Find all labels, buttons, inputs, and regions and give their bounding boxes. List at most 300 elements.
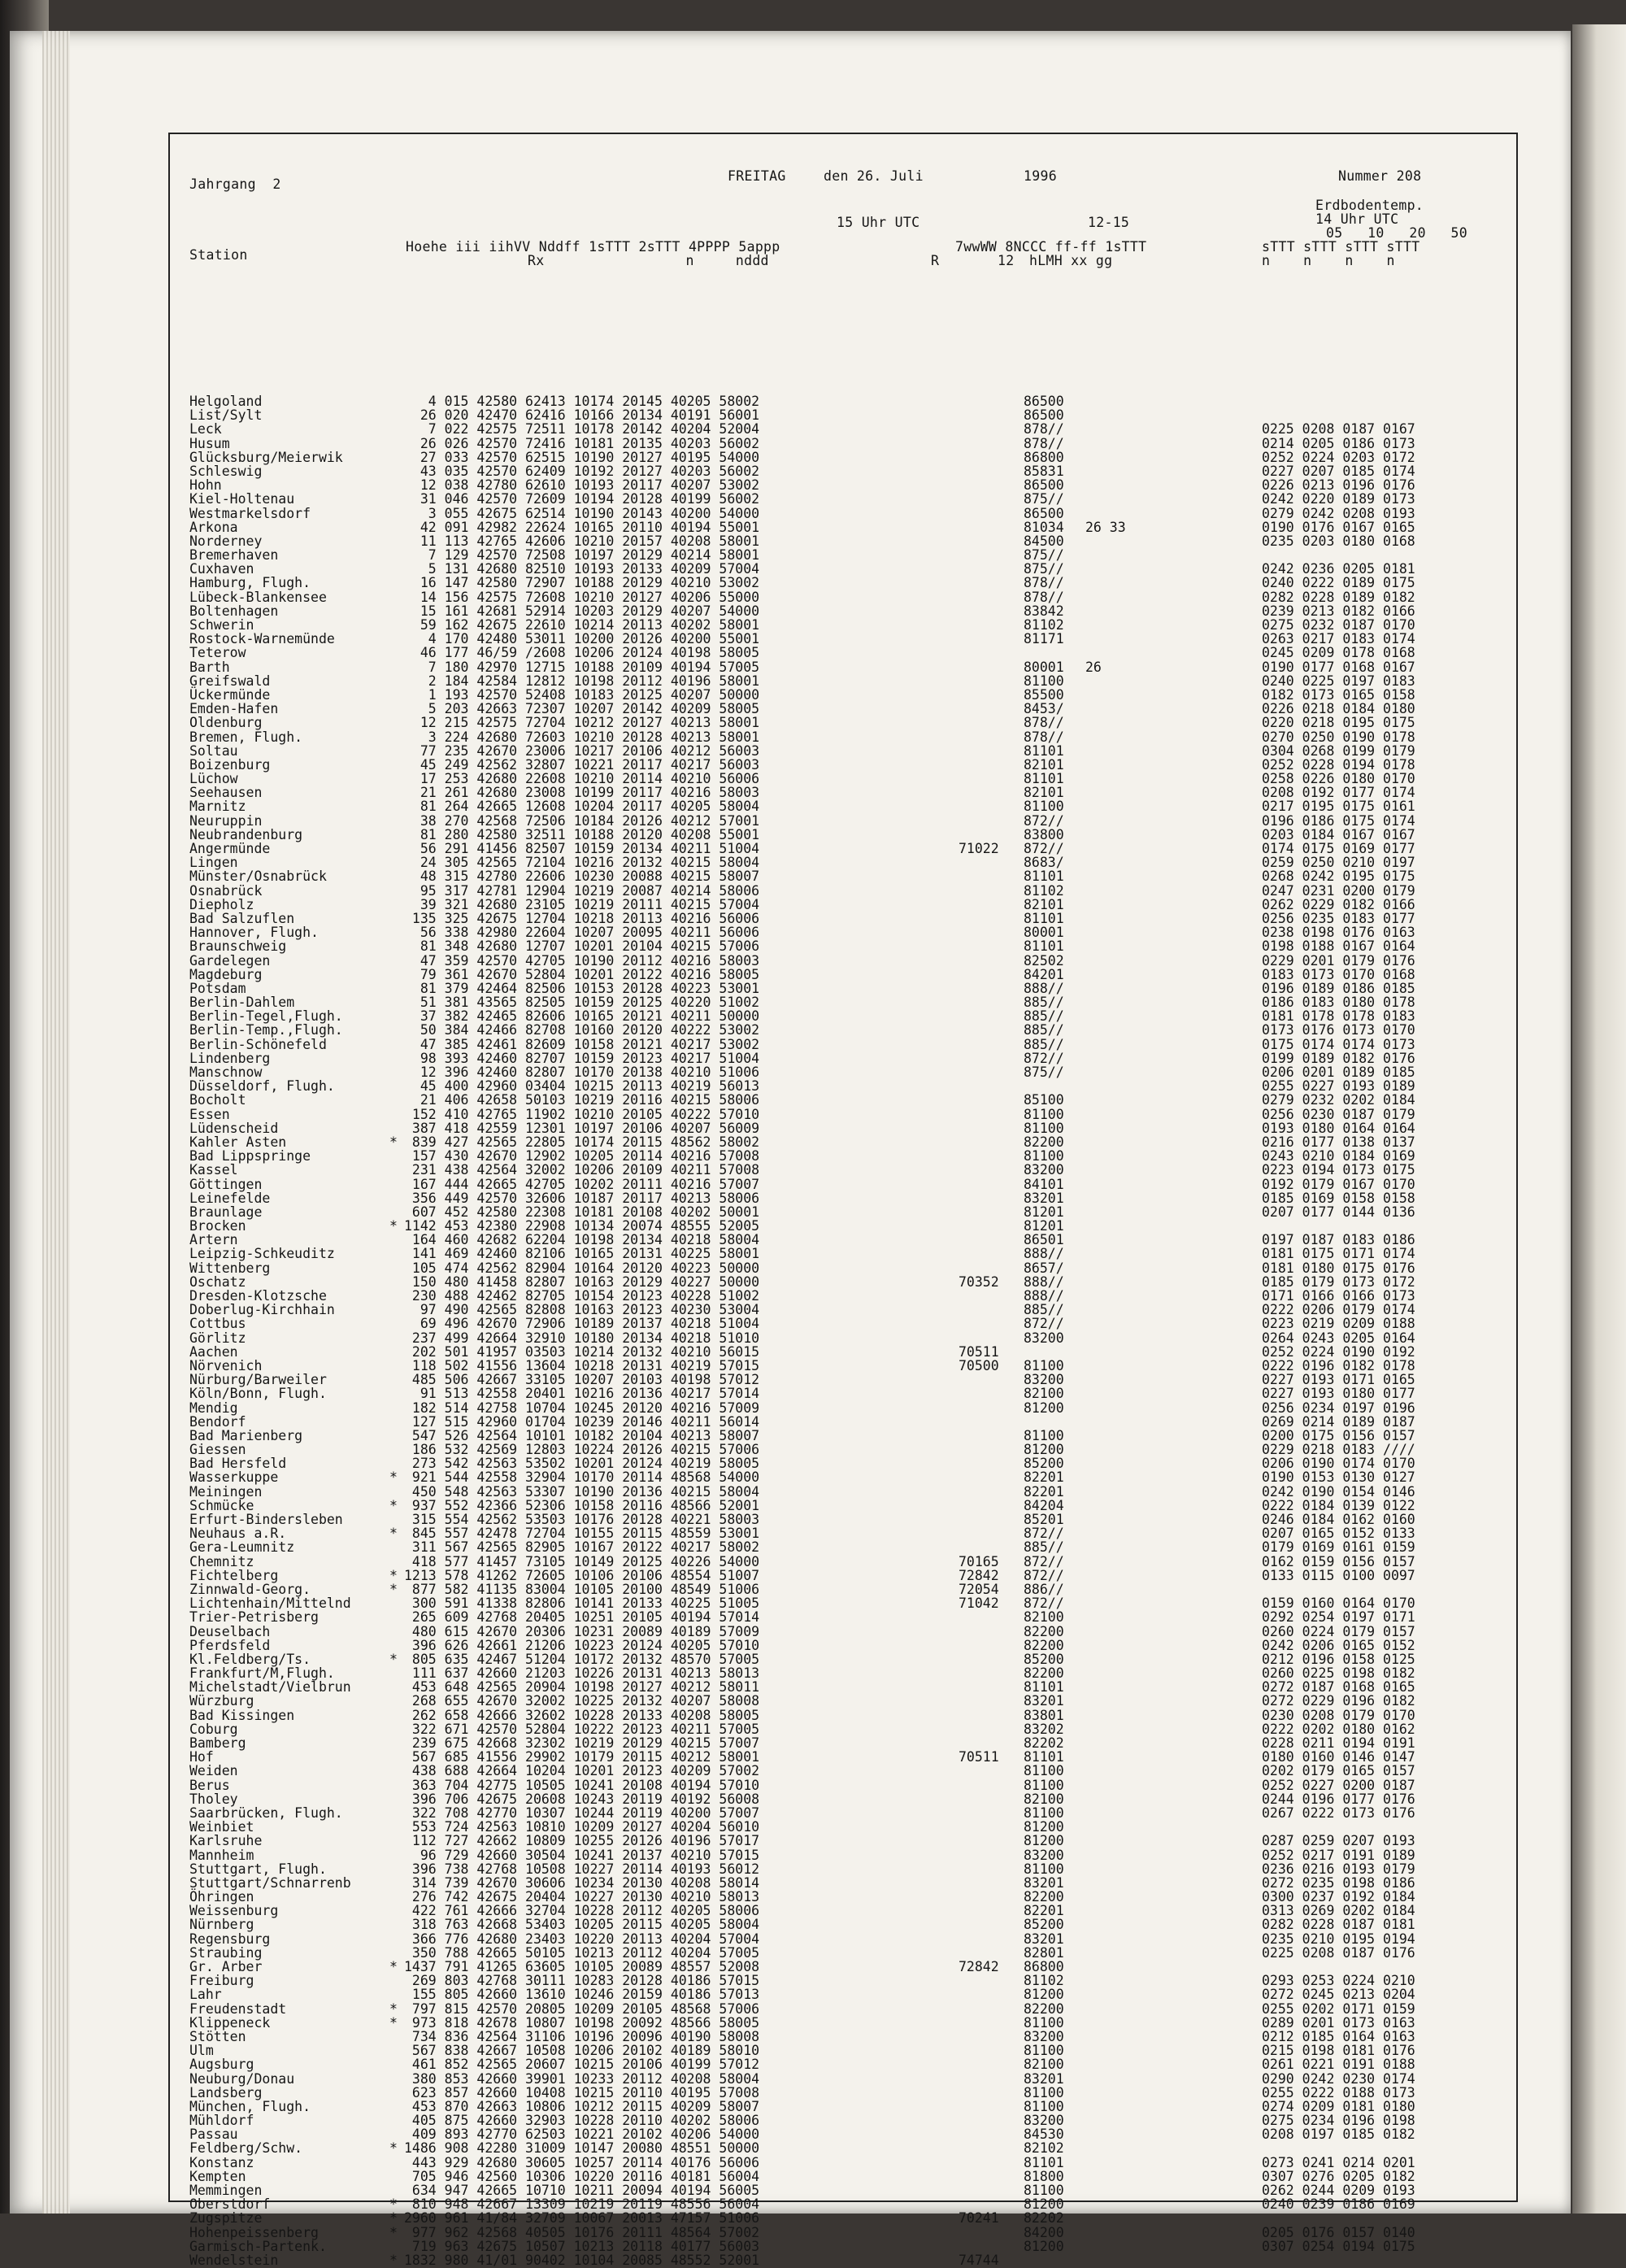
mountain-mark: * [389,1218,398,1234]
synop-codes: 1 193 42570 52408 10183 20125 40207 50000 [404,686,760,703]
synop-codes: 396 706 42675 20608 10243 20119 40192 56008 [404,1791,760,1807]
station-name: Hannover, Flugh. [189,925,319,941]
cloud-code: 81100 [1024,1106,1064,1122]
station-name: Klippeneck [189,2014,271,2031]
synop-codes: 461 852 42565 20607 10215 20106 40199 57012 [404,2057,760,2073]
soil-temps: 0202 0179 0165 0157 [1262,1763,1415,1779]
weather-code: 70352 [959,1273,999,1290]
soil-temps: 0239 0213 0182 0166 [1262,603,1415,619]
cloud-code: 885// [1024,1302,1064,1318]
station-name: Lingen [189,855,238,871]
station-name: Marnitz [189,799,246,815]
synop-codes: 422 761 42666 32704 10228 20112 40205 58006 [404,1903,760,1919]
cloud-code: 82101 [1024,896,1064,912]
facing-page-edge [1572,24,1626,2214]
soil-temps: 0199 0189 0182 0176 [1262,1050,1415,1066]
cloud-code: 81100 [1024,2183,1064,2198]
soil-temps: 0261 0221 0191 0188 [1262,2057,1415,2073]
mountain-mark: * [389,2014,398,2031]
station-name: Öhringen [189,1889,254,1905]
station-name: Leipzig-Schkeuditz [189,1246,335,1262]
soil-temps: 0207 0165 0152 0133 [1262,1526,1415,1542]
soil-temps: 0222 0202 0180 0162 [1262,1721,1415,1737]
soil-temps: 0258 0226 0180 0170 [1262,771,1415,787]
synop-codes: 237 499 42664 32910 10180 20134 40218 51010 [404,1330,760,1346]
synop-codes: 2960 961 41/84 32709 10067 20013 47157 51006 [404,2210,760,2227]
station-name: Regensburg [189,1931,271,1947]
cloud-code: 82202 [1024,2210,1064,2227]
synop-codes: 418 577 41457 73105 10149 20125 40226 54000 [404,1553,760,1569]
synop-codes: 96 729 42660 30504 10241 20137 40210 57015 [404,1847,760,1863]
soil-temps: 0252 0224 0203 0172 [1262,449,1415,465]
synop-codes: 81 379 42464 82506 10153 20128 40223 53001 [404,980,760,996]
synop-codes: 396 626 42661 21206 10223 20124 40205 57010 [404,1637,760,1653]
soil-temps: 0196 0189 0186 0185 [1262,980,1415,996]
station-name: Kahler Asten [189,1134,287,1150]
station-name: Bad Kissingen [189,1707,295,1723]
synop-codes: 973 818 42678 10807 10198 20092 48566 58005 [404,2014,760,2031]
soil-temps: 0229 0218 0183 //// [1262,1442,1415,1458]
soil-temps: 0223 0194 0173 0175 [1262,1162,1415,1178]
station-name: Zugspitze [189,2210,263,2227]
cloud-code: 84204 [1024,1497,1064,1513]
soil-temps: 0229 0201 0179 0176 [1262,952,1415,969]
station-name: Stötten [189,2028,246,2044]
soil-temps: 0307 0276 0205 0182 [1262,2168,1415,2184]
cloud-code: 886// [1024,1581,1064,1597]
synop-codes: 152 410 42765 11902 10210 20105 40222 57010 [404,1106,760,1122]
soil-temps: 0190 0153 0130 0127 [1262,1469,1415,1486]
soil-temps: 0181 0180 0175 0176 [1262,1260,1415,1276]
synop-codes: 21 261 42680 23008 10199 20117 40216 58003 [404,785,760,801]
synop-codes: 567 838 42667 10508 10206 20102 40189 58010 [404,2043,760,2059]
soil-temps: 0272 0235 0198 0186 [1262,1874,1415,1891]
soil-temps: 0186 0183 0180 0178 [1262,995,1415,1011]
station-name: Lahr [189,1987,222,2003]
soil-temps: 0282 0228 0187 0181 [1262,1917,1415,1933]
cloud-code: 888// [1024,1288,1064,1304]
station-name: Straubing [189,1944,263,1961]
synop-codes: 118 502 41556 13604 10218 20131 40219 57015 [404,1357,760,1373]
soil-temps: 0175 0174 0174 0173 [1262,1036,1415,1052]
cloud-code: 81101 [1024,868,1064,885]
cloud-code: 81200 [1024,1442,1064,1458]
soil-temps: 0244 0196 0177 0176 [1262,1791,1415,1807]
soil-temps: 0200 0175 0156 0157 [1262,1427,1415,1443]
cloud-code: 875// [1024,1064,1064,1080]
synop-codes: 202 501 41957 03503 10214 20132 40210 56015 [404,1343,760,1360]
soil-temps: 0259 0250 0210 0197 [1262,855,1415,871]
erdboden-subtitle: 14 Uhr UTC [1315,211,1399,227]
station-name: Ulm [189,2043,214,2059]
synop-codes: 16 147 42580 72907 10188 20129 40210 53002 [404,575,760,591]
cloud-code: 83200 [1024,2028,1064,2044]
synop-codes: 409 893 42770 62503 10221 20102 40206 54000 [404,2127,760,2143]
station-name: Westmarkelsdorf [189,505,311,521]
station-header: Station [189,247,248,263]
soil-temps: 0247 0231 0200 0179 [1262,882,1415,899]
soil-temps: 0307 0254 0194 0175 [1262,2238,1415,2254]
cloud-code: 80001 [1024,659,1064,675]
synop-codes: 921 544 42558 32904 10170 20114 48568 54000 [404,1469,760,1486]
synop-codes: 239 675 42668 32302 10219 20129 40215 57007 [404,1735,760,1751]
station-name: Hof [189,1749,214,1765]
cloud-code: 81800 [1024,2168,1064,2184]
soil-temps: 0197 0187 0183 0186 [1262,1232,1415,1248]
station-name: Bocholt [189,1092,246,1108]
station-name: Lichtenhain/Mittelnd [189,1595,351,1612]
mountain-mark: * [389,2140,398,2157]
jahrgang-label: Jahrgang 2 [189,176,281,192]
station-name: Neuburg/Donau [189,2070,295,2087]
station-name: Saarbrücken, Flugh. [189,1804,343,1821]
station-name: Dresden-Klotzsche [189,1288,327,1304]
soil-temps: 0256 0234 0197 0196 [1262,1400,1415,1416]
cloud-code: 85201 [1024,1512,1064,1527]
soil-temps: 0272 0229 0196 0182 [1262,1693,1415,1709]
soil-temps: 0180 0160 0146 0147 [1262,1749,1415,1765]
soil-temps: 0208 0197 0185 0182 [1262,2127,1415,2143]
synop-codes: 38 270 42568 72506 10184 20126 40212 57001 [404,812,760,829]
cloud-code: 83842 [1024,603,1064,619]
station-name: Michelstadt/Vielbrun [189,1679,351,1696]
cloud-code: 888// [1024,980,1064,996]
station-name: Schleswig [189,463,263,479]
cloud-code: 85200 [1024,1917,1064,1933]
cloud-code: 82101 [1024,785,1064,801]
synop-codes: 322 671 42570 52804 10222 20123 40211 57005 [404,1721,760,1737]
cloud-code: 81100 [1024,799,1064,815]
soil-temps: 0255 0202 0171 0159 [1262,2000,1415,2017]
station-name: Landsberg [189,2084,263,2100]
synop-codes: 31 046 42570 72609 10194 20128 40199 56002 [404,491,760,507]
station-name: Coburg [189,1721,238,1737]
soil-temps: 0292 0254 0197 0171 [1262,1609,1415,1626]
soil-temps: 0226 0213 0196 0176 [1262,477,1415,494]
station-name: Pferdsfeld [189,1637,271,1653]
cloud-code: 85831 [1024,463,1064,479]
station-name: Gera-Leumnitz [189,1539,295,1556]
synop-codes: 15 161 42681 52914 10203 20129 40207 54000 [404,603,760,619]
cloud-code: 83200 [1024,2113,1064,2129]
synop-codes: 12 396 42460 82807 10170 20138 40210 51006 [404,1064,760,1080]
station-name: Oschatz [189,1273,246,1290]
station-name: Erfurt-Bindersleben [189,1512,343,1527]
station-name: Cuxhaven [189,561,254,577]
cloud-code: 888// [1024,1273,1064,1290]
wx-sub-hlmh: hLMH xx gg [1029,253,1113,268]
station-name: Brocken [189,1218,246,1234]
weekday-label: FREITAG [728,168,786,184]
station-name: Glücksburg/Meierwik [189,449,343,465]
synop-codes: 230 488 42462 82705 10154 20123 40228 51002 [404,1288,760,1304]
synop-codes: 797 815 42570 20805 10209 20105 48568 57006 [404,2000,760,2017]
cloud-code: 81100 [1024,1804,1064,1821]
station-name: Kassel [189,1162,238,1178]
synop-codes: 314 739 42670 30606 10234 20130 40208 58014 [404,1874,760,1891]
station-name: Stuttgart/Schnarrenb [189,1874,351,1891]
station-name: Barth [189,659,230,675]
station-name: Zinnwald-Georg. [189,1581,311,1597]
station-name: Weiden [189,1763,238,1779]
soil-temps: 0133 0115 0100 0097 [1262,1567,1415,1583]
soil-temps: 0222 0184 0139 0122 [1262,1497,1415,1513]
synop-codes: 127 515 42960 01704 10239 20146 40211 56014 [404,1413,760,1430]
soil-temps: 0236 0216 0193 0179 [1262,1861,1415,1877]
station-name: Giessen [189,1442,246,1458]
synop-codes: 105 474 42562 82904 10164 20120 40223 50000 [404,1260,760,1276]
weather-code: 71042 [959,1595,999,1612]
soil-temps: 0215 0198 0181 0176 [1262,2043,1415,2059]
synop-codes: 1142 453 42380 22908 10134 20074 48555 52005 [404,1218,760,1234]
synop-codes: 135 325 42675 12704 10218 20113 40216 56006 [404,910,760,926]
date-label: den 26. Juli [824,168,924,184]
cloud-code: 83201 [1024,1874,1064,1891]
synop-codes: 318 763 42668 53403 10205 20115 40205 58004 [404,1917,760,1933]
soil-temps: 0240 0239 0186 0169 [1262,2196,1415,2213]
soil-temps: 0252 0227 0200 0187 [1262,1777,1415,1793]
station-name: Essen [189,1106,230,1122]
station-name: Freudenstadt [189,2000,287,2017]
soil-temps: 0214 0205 0186 0173 [1262,435,1415,451]
station-name: Bremerhaven [189,547,279,564]
synop-codes: 453 648 42565 20904 10198 20127 40212 58011 [404,1679,760,1696]
table-frame [168,133,1518,2268]
soil-temps: 0255 0222 0188 0173 [1262,2084,1415,2100]
cloud-code: 81101 [1024,2154,1064,2170]
cloud-code: 85200 [1024,1456,1064,1472]
soil-temps: 0222 0196 0182 0178 [1262,1357,1415,1373]
synop-codes: 450 548 42563 53307 10190 20136 40215 58004 [404,1483,760,1500]
cloud-code: 83201 [1024,1693,1064,1709]
cloud-code: 82801 [1024,1944,1064,1961]
cloud-code: 81102 [1024,882,1064,899]
station-name: Bamberg [189,1735,246,1751]
station-name: Bad Salzuflen [189,910,295,926]
station-name: Emden-Hafen [189,701,279,717]
synop-codes: 719 963 42675 10507 10213 20118 40177 56003 [404,2238,760,2254]
soil-depths: 05 10 20 50 [1326,225,1467,241]
soil-temps: 0304 0268 0199 0179 [1262,742,1415,759]
cloud-code: 872// [1024,1553,1064,1569]
station-name: Lübeck-Blankensee [189,589,327,605]
cloud-code: 81100 [1024,1763,1064,1779]
weather-code: 70165 [959,1553,999,1569]
station-name: Rostock-Warnemünde [189,631,335,647]
station-name: Teterow [189,645,246,661]
synop-codes: 45 400 42960 03404 10215 20113 40219 56013 [404,1078,760,1095]
station-name: Helgoland [189,394,263,409]
synop-codes: 45 249 42562 32807 10221 20117 40217 56003 [404,756,760,773]
cloud-code: 82200 [1024,1134,1064,1150]
cloud-code: 81200 [1024,1819,1064,1835]
synop-codes: 269 803 42768 30111 10283 20128 40186 57015 [404,1973,760,1989]
station-name: Ückermünde [189,686,271,703]
soil-temps: 0267 0222 0173 0176 [1262,1804,1415,1821]
synop-codes: 405 875 42660 32903 10228 20110 40202 58006 [404,2113,760,2129]
synop-codes: 56 338 42980 22604 10207 20095 40211 56006 [404,925,760,941]
cloud-code: 81100 [1024,2043,1064,2059]
synop-codes: 485 506 42667 33105 10207 20103 40198 57012 [404,1372,760,1388]
synop-codes: 97 490 42565 82808 10163 20123 40230 53004 [404,1302,760,1318]
cloud-code: 83200 [1024,1330,1064,1346]
station-name: Leinefelde [189,1190,271,1206]
synop-codes: 438 688 42664 10204 10201 20123 40209 57002 [404,1763,760,1779]
cloud-code: 82200 [1024,1637,1064,1653]
mountain-mark: * [389,1134,398,1150]
soil-temps: 0243 0210 0184 0169 [1262,1148,1415,1164]
station-name: Braunlage [189,1204,263,1220]
soil-temps: 0313 0269 0202 0184 [1262,1903,1415,1919]
soil-temps: 0206 0201 0189 0185 [1262,1064,1415,1080]
cloud-code: 81200 [1024,1833,1064,1849]
synop-codes: 48 315 42780 22606 10230 20088 40215 58007 [404,868,760,885]
synop-codes: 977 962 42568 40505 10176 20111 48564 57002 [404,2224,760,2240]
station-name: Lindenberg [189,1050,271,1066]
cloud-code: 81102 [1024,617,1064,633]
station-name: List/Sylt [189,407,263,424]
cloud-code: 82102 [1024,2140,1064,2157]
station-name: Chemnitz [189,1553,254,1569]
cloud-code: 81100 [1024,1861,1064,1877]
cloud-code: 83801 [1024,1707,1064,1723]
synop-codes: 547 526 42564 10101 10182 20104 40213 58007 [404,1427,760,1443]
weather-code: 72054 [959,1581,999,1597]
synop-codes: 1832 980 41/01 90402 10104 20085 48552 52001 [404,2252,760,2268]
weather-code: 70241 [959,2210,999,2227]
soil-temps: 0260 0224 0179 0157 [1262,1623,1415,1639]
station-name: Hohenpeissenberg [189,2224,319,2240]
cloud-code: 82201 [1024,1903,1064,1919]
cloud-code: 85100 [1024,1092,1064,1108]
cloud-code: 81101 [1024,742,1064,759]
station-name: Braunschweig [189,938,287,955]
synop-codes: 937 552 42366 52306 10158 20116 48566 52001 [404,1497,760,1513]
station-name: Boltenhagen [189,603,279,619]
cloud-code: 875// [1024,561,1064,577]
synop-codes: 607 452 42580 22308 10181 20108 40202 50001 [404,1204,760,1220]
synop-codes: 839 427 42565 22805 10174 20115 48562 58002 [404,1134,760,1150]
wx-sub-12: 12 [998,253,1015,268]
mountain-mark: * [389,2210,398,2227]
soil-temps: 0206 0190 0174 0170 [1262,1456,1415,1472]
synop-codes: 2 184 42584 12812 10198 20112 40196 58001 [404,673,760,689]
synop-codes: 26 020 42470 62416 10166 20134 40191 56001 [404,407,760,424]
station-name: Kempten [189,2168,246,2184]
soil-temps: 0252 0228 0194 0178 [1262,756,1415,773]
synop-codes: 157 430 42670 12902 10205 20114 40216 57008 [404,1148,760,1164]
cloud-code: 83202 [1024,1721,1064,1737]
cloud-code: 82100 [1024,1386,1064,1402]
synop-codes: 366 776 42680 23403 10220 20113 40204 57004 [404,1931,760,1947]
soil-temps: 0269 0214 0189 0187 [1262,1413,1415,1430]
cloud-code: 81101 [1024,771,1064,787]
synop-codes: 27 033 42570 62515 10190 20127 40195 54000 [404,449,760,465]
station-name: Gardelegen [189,952,271,969]
cloud-code: 81100 [1024,1120,1064,1136]
station-name: Neubrandenburg [189,826,303,842]
cloud-code: 82200 [1024,1623,1064,1639]
synop-codes: 276 742 42675 20404 10227 20130 40210 58013 [404,1889,760,1905]
station-name: Mendig [189,1400,238,1416]
synop-codes: 50 384 42466 82708 10160 20120 40222 53002 [404,1022,760,1038]
cloud-code: 84530 [1024,2127,1064,2143]
cloud-code: 875// [1024,491,1064,507]
synop-codes: 567 685 41556 29902 10179 20115 40212 58001 [404,1749,760,1765]
synop-codes: 623 857 42660 10408 10215 20110 40195 57008 [404,2084,760,2100]
cloud-code: 81100 [1024,2084,1064,2100]
mountain-mark: * [389,1959,398,1974]
soil-temps: 0171 0166 0166 0173 [1262,1288,1415,1304]
station-name: Karlsruhe [189,1833,263,1849]
station-name: Cottbus [189,1316,246,1332]
soil-temps: 0264 0243 0205 0164 [1262,1330,1415,1346]
cloud-code: 84101 [1024,1176,1064,1192]
cloud-code: 872// [1024,1567,1064,1583]
synop-codes: 182 514 42758 10704 10245 20120 40216 57009 [404,1400,760,1416]
group-12-15: 12-15 [1088,215,1130,230]
synop-codes: 322 708 42770 10307 10244 20119 40200 57007 [404,1804,760,1821]
cloud-code: 885// [1024,1022,1064,1038]
mountain-mark: * [389,2000,398,2017]
cloud-code: 885// [1024,1036,1064,1052]
soil-temps: 0185 0179 0173 0172 [1262,1273,1415,1290]
station-name: Görlitz [189,1330,246,1346]
mountain-mark: * [389,1497,398,1513]
cloud-code: 878// [1024,715,1064,731]
station-name: Schmücke [189,1497,254,1513]
mountain-mark: * [389,1567,398,1583]
station-name: Wendelstein [189,2252,279,2268]
weather-code: 70500 [959,1357,999,1373]
station-name: Berus [189,1777,230,1793]
station-name: Wasserkuppe [189,1469,279,1486]
soil-temps: 0268 0242 0195 0175 [1262,868,1415,885]
station-name: Norderney [189,533,263,549]
cloud-code: 82100 [1024,2057,1064,2073]
synop-codes: 11 113 42765 42606 10210 20157 40208 58001 [404,533,760,549]
cloud-code: 878// [1024,421,1064,437]
synop-codes: 7 129 42570 72508 10197 20129 40214 58001 [404,547,760,564]
synop-codes: 167 444 42665 42705 10202 20111 40216 57007 [404,1176,760,1192]
cloud-code: 872// [1024,812,1064,829]
cloud-code: 86800 [1024,449,1064,465]
synop-codes: 387 418 42559 12301 10197 20106 40207 56009 [404,1120,760,1136]
cloud-code: 81100 [1024,1357,1064,1373]
soil-temps: 0230 0208 0179 0170 [1262,1707,1415,1723]
station-name: Magdeburg [189,966,263,982]
cloud-code: 84201 [1024,966,1064,982]
synop-codes: 155 805 42660 13610 10246 20159 40186 57013 [404,1987,760,2003]
synop-codes: 311 567 42565 82905 10167 20122 40217 58002 [404,1539,760,1556]
station-name: Memmingen [189,2183,263,2198]
synop-codes: 164 460 42682 62204 10198 20134 40218 58004 [404,1232,760,1248]
soil-temps: 0273 0241 0214 0201 [1262,2154,1415,2170]
cloud-code: 83201 [1024,1190,1064,1206]
soil-temps: 0174 0175 0169 0177 [1262,841,1415,856]
soil-temps: 0179 0169 0161 0159 [1262,1539,1415,1556]
soil-temps: 0193 0180 0164 0164 [1262,1120,1415,1136]
station-name: München, Flugh. [189,2098,311,2114]
weather-code: 71022 [959,841,999,856]
page-gutter [42,31,70,2214]
mountain-mark: * [389,2224,398,2240]
station-name: Berlin-Dahlem [189,995,295,1011]
synop-codes: 12 038 42780 62610 10193 20117 40207 53002 [404,477,760,494]
synop-codes: 4 170 42480 53011 10200 20126 40200 55001 [404,631,760,647]
soil-temps: 0162 0159 0156 0157 [1262,1553,1415,1569]
station-name: Oldenburg [189,715,263,731]
